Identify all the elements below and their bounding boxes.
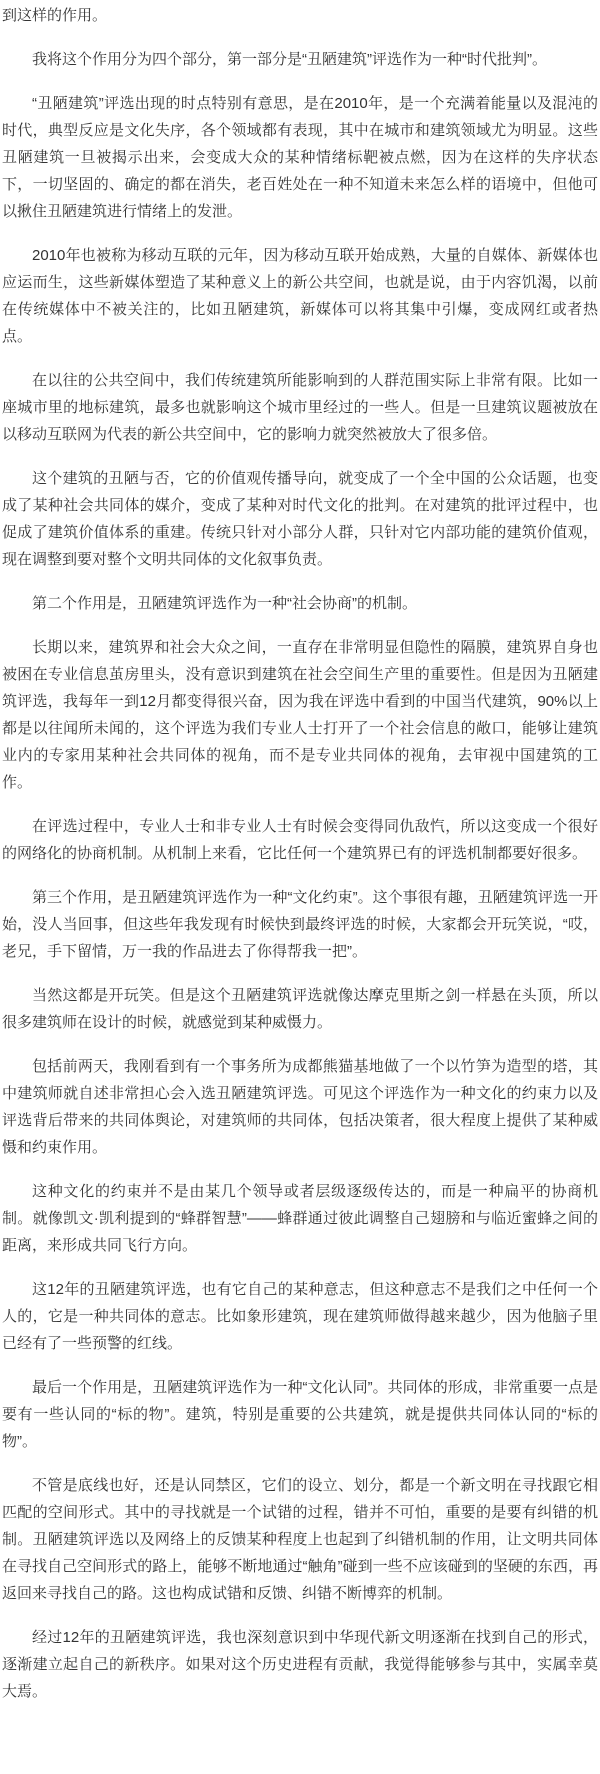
paragraph: 第三个作用，是丑陋建筑评选作为一种“文化约束”。这个事很有趣，丑陋建筑评选一开始，没人当回事，但这些年我发现有时候快到最终评选的时候，大家都会开玩笑说，“哎，老兄，手下留情，万一我的作品进去了你得帮我一把”。 [2,889,598,960]
article-body [2,2,598,1705]
paragraph: 当然这都是开玩笑。但是这个丑陋建筑评选就像达摩克里斯之剑一样悬在头顶，所以很多建筑师在设计的时候，就感觉到某种威慑力。 [2,987,598,1031]
paragraph: 长期以来，建筑界和社会大众之间，一直存在非常明显但隐性的隔膜，建筑界自身也被困在专业信息茧房里头，没有意识到建筑在社会空间生产里的重要性。但是因为丑陋建筑评选，我每年一到12月都变得很兴奋，因为我在评选中看到的中国当代建筑，90%以上都是以往闻所未闻的，这个评选为我们专业人士打开了一个社会信息的敞口，能够让建筑业内的专家用某种社会共同体的视角，而不是专业共同体的视角，去审视中国建筑的工作。 [2,639,598,791]
paragraph: 在评选过程中，专业人士和非专业人士有时候会变得同仇敌忾，所以这变成一个很好的网络化的协商机制。从机制上来看，它比任何一个建筑界已有的评选机制都要好很多。 [2,818,598,862]
paragraph: 最后一个作用是，丑陋建筑评选作为一种“文化认同”。共同体的形成，非常重要一点是要有一些认同的“标的物”。建筑，特别是重要的公共建筑，就是提供共同体认同的“标的物”。 [2,1379,598,1450]
paragraph: 这12年的丑陋建筑评选，也有它自己的某种意志，但这种意志不是我们之中任何一个人的，它是一种共同体的意志。比如象形建筑，现在建筑师做得越来越少，因为他脑子里已经有了一些预警的红线。 [2,1281,598,1352]
paragraph: 经过12年的丑陋建筑评选，我也深刻意识到中华现代新文明逐渐在找到自己的形式，逐渐建立起自己的新秩序。如果对这个历史进程有贡献，我觉得能够参与其中，实属幸莫大焉。 [2,1629,598,1700]
paragraph: 这个建筑的丑陋与否，它的价值观传播导向，就变成了一个全中国的公众话题，也变成了某种社会共同体的媒介，变成了某种对时代文化的批判。在对建筑的批评过程中，也促成了建筑价值体系的重建。传统只针对小部分人群，只针对它内部功能的建筑价值观，现在调整到要对整个文明共同体的文化叙事负责。 [2,470,598,568]
paragraph: 第二个作用是，丑陋建筑评选作为一种“社会协商”的机制。 [32,595,417,612]
paragraph: 包括前两天，我刚看到有一个事务所为成都熊猫基地做了一个以竹笋为造型的塔，其中建筑师就自述非常担心会入选丑陋建筑评选。可见这个评选作为一种文化的约束力以及评选背后带来的共同体舆论，对建筑师的共同体，包括决策者，很大程度上提供了某种威慑和约束作用。 [2,1058,598,1156]
paragraph: 到这样的作用。 [2,7,108,24]
paragraph: 我将这个作用分为四个部分，第一部分是“丑陋建筑”评选作为一种“时代批判”。 [32,51,547,68]
paragraph: 在以往的公共空间中，我们传统建筑所能影响到的人群范围实际上非常有限。比如一座城市里的地标建筑，最多也就影响这个城市里经过的一些人。但是一旦建筑议题被放在以移动互联网为代表的新公共空间中，它的影响力就突然被放大了很多倍。 [2,372,598,443]
paragraph: 这种文化的约束并不是由某几个领导或者层级逐级传达的，而是一种扁平的协商机制。就像凯文·凯利提到的“蜂群智慧”——蜂群通过彼此调整自己翅膀和与临近蜜蜂之间的距离，来形成共同飞行方向。 [2,1183,598,1254]
paragraph: 不管是底线也好，还是认同禁区，它们的设立、划分，都是一个新文明在寻找跟它相匹配的空间形式。其中的寻找就是一个试错的过程，错并不可怕，重要的是要有纠错的机制。丑陋建筑评选以及网络上的反馈某种程度上也起到了纠错机制的作用，让文明共同体在寻找自己空间形式的路上，能够不断地通过“触角”碰到一些不应该碰到的坚硬的东西，再返回来寻找自己的路。这也构成试错和反馈、纠错不断博弈的机制。 [2,1477,598,1602]
paragraph: 2010年也被称为移动互联的元年，因为移动互联开始成熟，大量的自媒体、新媒体也应运而生，这些新媒体塑造了某种意义上的新公共空间，也就是说，由于内容饥渴，以前在传统媒体中不被关注的，比如丑陋建筑，新媒体可以将其集中引爆，变成网红或者热点。 [2,247,598,345]
paragraph: “丑陋建筑”评选出现的时点特别有意思，是在2010年，是一个充满着能量以及混沌的时代，典型反应是文化失序，各个领域都有表现，其中在城市和建筑领域尤为明显。这些丑陋建筑一旦被揭示出来，会变成大众的某种情绪标靶被点燃，因为在这样的失序状态下，一切坚固的、确定的都在消失，老百姓处在一种不知道未来怎么样的语境中，但他可以揪住丑陋建筑进行情绪上的发泄。 [2,95,598,220]
